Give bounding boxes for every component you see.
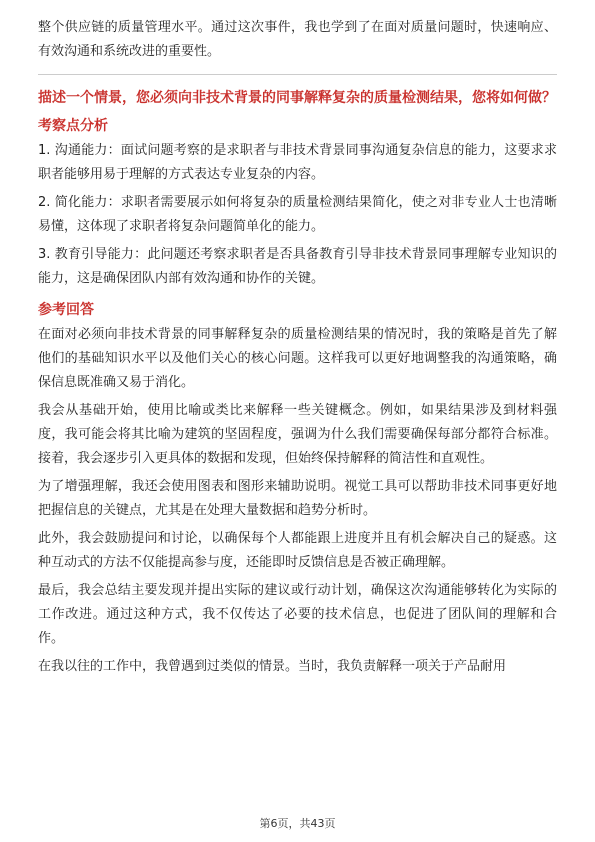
analysis-item: 2. 简化能力：求职者需要展示如何将复杂的质量检测结果简化，使之对非专业人士也清晰易懂，这体现了求职者将复杂问题简单化的能力。 (38, 195, 557, 234)
answer-paragraph: 为了增强理解，我还会使用图表和图形来辅助说明。视觉工具可以帮助非技术同事更好地把握信息的关键点，尤其是在处理大量数据和趋势分析时。 (38, 479, 557, 518)
answer-paragraph: 在我以往的工作中，我曾遇到过类似的情景。当时，我负责解释一项关于产品耐用 (38, 659, 507, 674)
analysis-item: 1. 沟通能力：面试问题考察的是求职者与非技术背景同事沟通复杂信息的能力，这要求求职者能够用易于理解的方式表达专业复杂的内容。 (38, 143, 557, 182)
answer-paragraph: 我会从基础开始，使用比喻或类比来解释一些关键概念。例如，如果结果涉及到材料强度，我可能会将其比喻为建筑的坚固程度，强调为什么我们需要确保每部分都符合标准。接着，我会逐步引入更具体的数据和发现，但始终保持解释的简洁性和直观性。 (38, 403, 557, 466)
question-heading: 描述一个情景，您必须向非技术背景的同事解释复杂的质量检测结果，您将如何做？ (38, 90, 556, 106)
page-number: 第6页，共43页 (259, 817, 336, 830)
answer-paragraph: 此外，我会鼓励提问和讨论，以确保每个人都能跟上进度并且有机会解决自己的疑惑。这种互动式的方法不仅能提高参与度，还能即时反馈信息是否被正确理解。 (38, 531, 557, 570)
answer-paragraph: 在面对必须向非技术背景的同事解释复杂的质量检测结果的情况时，我的策略是首先了解他们的基础知识水平以及他们关心的核心问题。这样我可以更好地调整我的沟通策略，确保信息既准确又易于消化。 (38, 327, 557, 390)
analysis-item: 3. 教育引导能力：此问题还考察求职者是否具备教育引导非技术背景同事理解专业知识的能力，这是确保团队内部有效沟通和协作的关键。 (38, 247, 557, 286)
analysis-heading: 考察点分析 (38, 118, 108, 134)
answer-paragraph: 最后，我会总结主要发现并提出实际的建议或行动计划，确保这次沟通能够转化为实际的工作改进。通过这种方式，我不仅传达了必要的技术信息，也促进了团队间的理解和合作。 (38, 583, 557, 646)
section-divider (38, 74, 557, 75)
answer-heading: 参考回答 (38, 302, 94, 318)
intro-paragraph: 整个供应链的质量管理水平。通过这次事件，我也学到了在面对质量问题时，快速响应、有效沟通和系统改进的重要性。 (38, 20, 557, 59)
